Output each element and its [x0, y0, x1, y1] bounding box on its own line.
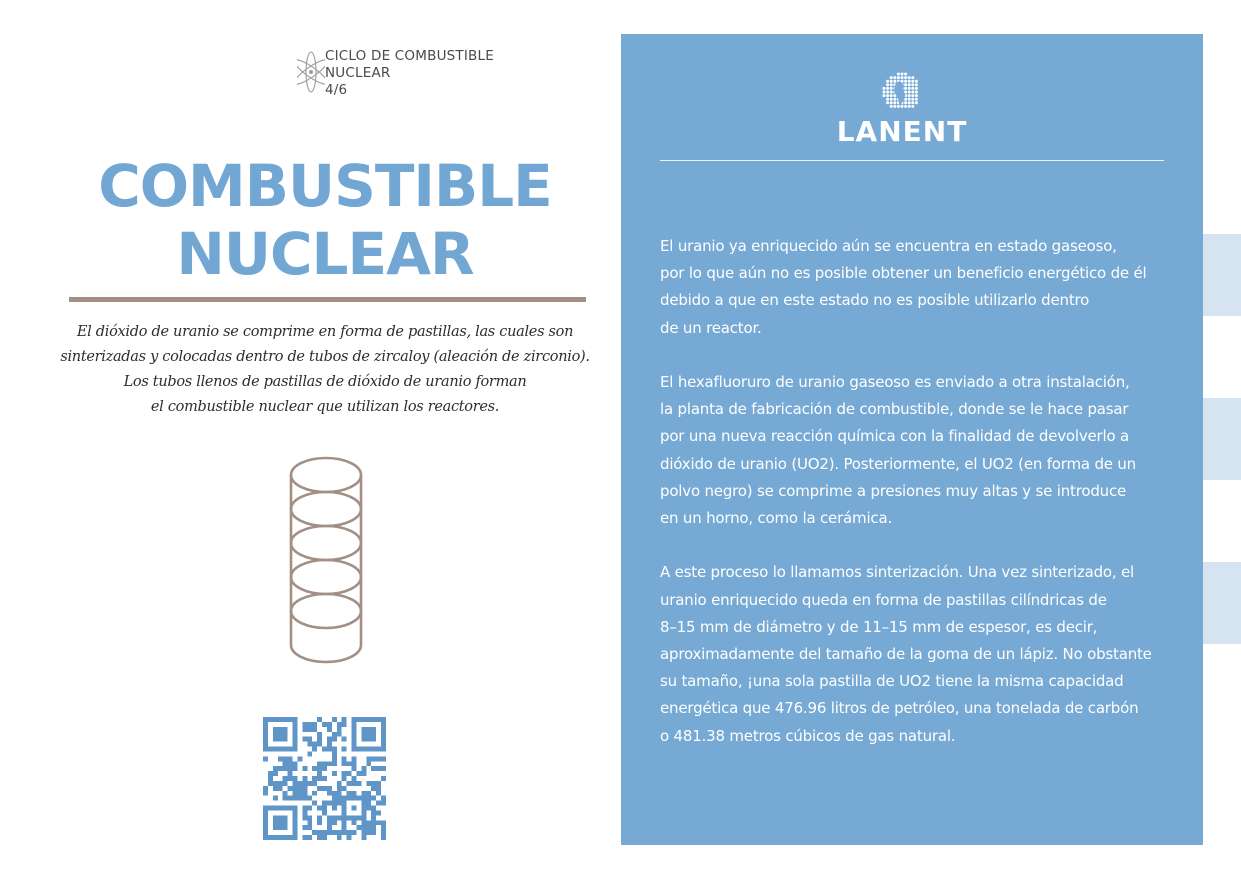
series-line: NUCLEAR: [325, 65, 391, 81]
body-text: [660, 233, 1180, 777]
intro-line: Los tubos llenos de pastillas de dióxido de uranio forman: [123, 374, 527, 390]
body-line: por lo que aún no es posible obtener un beneficio energético de él: [660, 264, 1147, 283]
body-line: El uranio ya enriquecido aún se encuentra en estado gaseoso,: [660, 237, 1117, 255]
body-line: energética que 476.96 litros de petróleo, una tonelada de carbón: [660, 699, 1139, 718]
page-title: [60, 152, 590, 288]
intro-text: [30, 320, 620, 420]
body-line: aproximadamente del tamaño de la goma de un lápiz. No obstante: [660, 645, 1152, 664]
section-index-tab[interactable]: [1203, 234, 1241, 316]
series-label: [325, 48, 494, 99]
body-paragraph: [660, 369, 1180, 532]
info-panel: [621, 34, 1203, 845]
brand-name: LANENT: [836, 115, 968, 148]
section-index-tab[interactable]: [1203, 398, 1241, 480]
body-line: su tamaño, ¡una sola pastilla de UO2 tiene la misma capacidad: [660, 672, 1124, 691]
body-line: 8–15 mm de diámetro y de 11–15 mm de espesor, es decir,: [660, 617, 1098, 636]
series-page-number: 4/6: [325, 82, 348, 98]
body-line: El hexafluoruro de uranio gaseoso es enviado a otra instalación,: [660, 373, 1130, 391]
body-line: uranio enriquecido queda en forma de pastillas cilíndricas de: [660, 590, 1107, 609]
intro-line: sinterizadas y colocadas dentro de tubos de zircaloy (aleación de zirconio).: [60, 349, 590, 365]
body-line: en un horno, como la cerámica.: [660, 509, 893, 528]
page-title-line: COMBUSTIBLE: [98, 152, 552, 220]
body-line: debido a que en este estado no es posible utilizarlo dentro: [660, 291, 1090, 310]
series-line: CICLO DE COMBUSTIBLE: [325, 48, 494, 64]
panel-divider: [660, 160, 1164, 161]
body-paragraph: [660, 559, 1180, 749]
body-line: o 481.38 metros cúbicos de gas natural.: [660, 726, 956, 745]
page-title-line: NUCLEAR: [176, 220, 474, 288]
atom-icon: [297, 48, 325, 96]
body-line: por una nueva reacción química con la finalidad de devolverlo a: [660, 427, 1130, 446]
lanent-globe-logo-icon: [882, 72, 922, 112]
body-line: polvo negro) se comprime a presiones muy altas y se introduce: [660, 481, 1127, 500]
qr-code-icon[interactable]: [263, 717, 386, 840]
fuel-pellets-icon: [283, 450, 369, 675]
body-paragraph: [660, 233, 1180, 342]
body-line: de un reactor.: [660, 318, 762, 337]
body-line: dióxido de uranio (UO2). Posteriormente, el UO2 (en forma de un: [660, 454, 1136, 473]
title-divider: [69, 297, 586, 302]
section-index-tab[interactable]: [1203, 562, 1241, 644]
intro-line: el combustible nuclear que utilizan los reactores.: [150, 399, 500, 415]
body-line: A este proceso lo llamamos sinterización. Una vez sinterizado, el: [660, 563, 1134, 582]
body-line: la planta de fabricación de combustible, donde se le hace pasar: [660, 400, 1129, 419]
intro-line: El dióxido de uranio se comprime en forma de pastillas, las cuales son: [76, 324, 574, 340]
